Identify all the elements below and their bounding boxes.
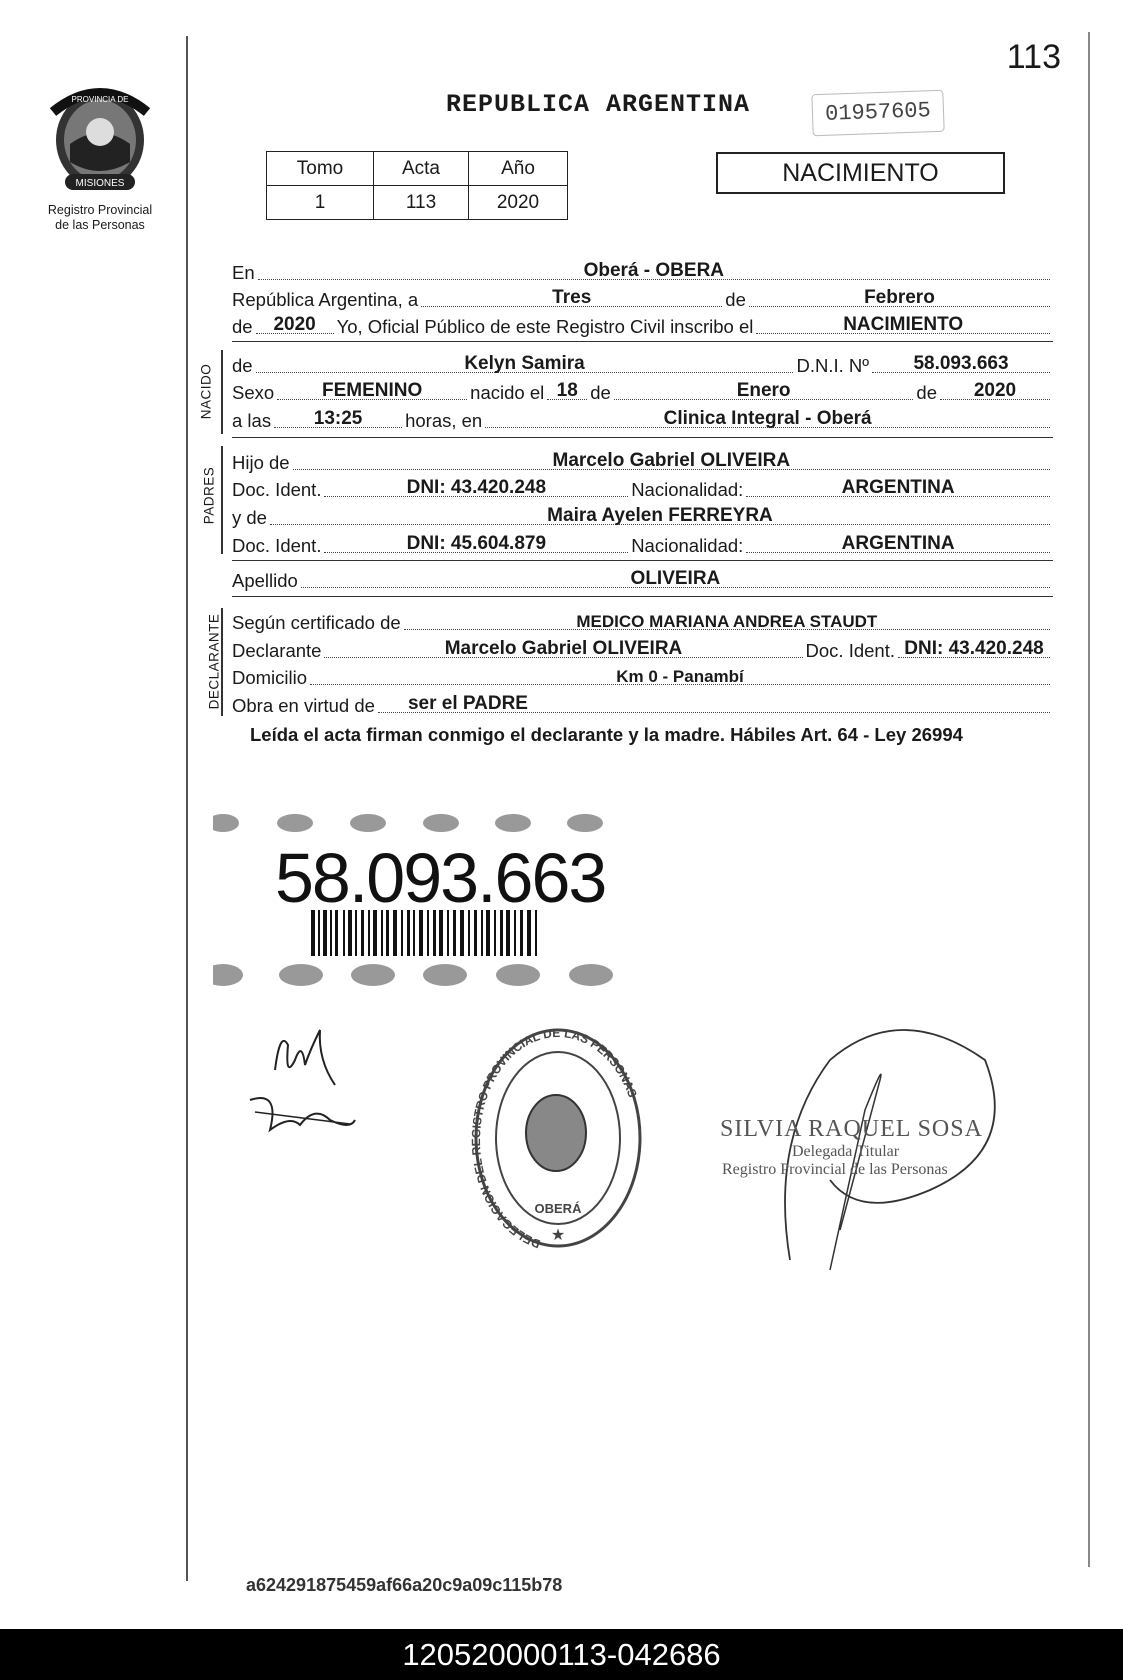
- svg-text:OBERÁ: OBERÁ: [534, 1201, 582, 1216]
- separator: [232, 341, 1053, 342]
- en-value: Oberá - OBERA: [583, 260, 725, 281]
- birth-month: Enero: [736, 380, 791, 401]
- svg-text:DELEGACION DEL REGISTRO PROVIN: DELEGACION DEL REGISTRO PROVINCIAL DE LAS PERSONAS: [468, 1025, 640, 1252]
- de-label: de: [725, 289, 746, 310]
- republica-label: República Argentina, a: [232, 289, 419, 310]
- father-doc: DNI: 43.420.248: [406, 477, 547, 498]
- star-icon: ★: [550, 1227, 566, 1244]
- signature-icon: [240, 1020, 370, 1150]
- sexo-value: FEMENINO: [322, 380, 423, 401]
- declarante-doc: DNI: 43.420.248: [904, 638, 1044, 659]
- acta-header: Acta: [374, 152, 469, 186]
- registrar-block: [720, 1116, 983, 1179]
- apellido-label: Apellido: [232, 570, 298, 591]
- row-en: [232, 262, 1053, 284]
- birth-time: 13:25: [313, 408, 363, 429]
- de-birthyear-label: de: [916, 382, 937, 403]
- anio-header: Año: [469, 152, 568, 186]
- mother-doc-label: Doc. Ident.: [232, 535, 322, 556]
- separator: [232, 596, 1053, 597]
- y-de-label: y de: [232, 507, 267, 528]
- row-hora: [232, 410, 1053, 432]
- row-domicilio: [232, 667, 1053, 689]
- document-hash: a624291875459af66a20c9a09c115b78: [246, 1575, 563, 1595]
- de-name-label: de: [232, 355, 253, 376]
- mother-name: Maira Ayelen FERREYRA: [547, 505, 773, 526]
- en-label: En: [232, 262, 255, 283]
- row-hijo-de: [232, 452, 1053, 474]
- horas-label: horas, en: [405, 410, 483, 431]
- sexo-label: Sexo: [232, 382, 275, 403]
- domicilio-label: Domicilio: [232, 667, 308, 688]
- registrar-role: Delegada Titular: [792, 1143, 900, 1160]
- registrar-name: SILVIA RAQUEL SOSA: [720, 1116, 983, 1142]
- day-value: Tres: [552, 287, 592, 308]
- right-margin-line: [1088, 32, 1090, 1567]
- registry-logo: [40, 82, 160, 233]
- birth-place: Clinica Integral - Oberá: [663, 408, 872, 429]
- closing-text: Leída el acta firman conmigo el declarante y la madre. Hábiles Art. 64 - Ley 26994: [250, 724, 963, 745]
- record-table: [266, 151, 568, 220]
- misiones-seal-icon: [45, 82, 155, 194]
- tomo-header: Tomo: [267, 152, 374, 186]
- row-inscribo: [232, 316, 1053, 338]
- nacido-el-label: nacido el: [470, 382, 545, 403]
- declarante-doc-label: Doc. Ident.: [805, 640, 895, 661]
- father-doc-label: Doc. Ident.: [232, 479, 322, 500]
- record-type: NACIMIENTO: [716, 152, 1005, 194]
- obra-label: Obra en virtud de: [232, 695, 375, 716]
- separator: [232, 560, 1053, 561]
- declarante-label: DECLARANTE: [206, 613, 222, 710]
- row-certificado: [232, 612, 1053, 634]
- dni-sticker-number: 58.093.663: [275, 839, 606, 917]
- father-nationality-label: Nacionalidad:: [631, 479, 744, 500]
- month-value: Febrero: [864, 287, 935, 308]
- certificado-value: MEDICO MARIANA ANDREA STAUDT: [576, 612, 878, 631]
- birth-year: 2020: [973, 380, 1017, 401]
- document-title: REPUBLICA ARGENTINA: [446, 90, 751, 119]
- page-number: 113: [1006, 38, 1061, 76]
- child-dni: 58.093.663: [913, 353, 1009, 374]
- tomo-value: 1: [267, 186, 374, 220]
- mother-nationality-label: Nacionalidad:: [631, 535, 744, 556]
- logo-caption-line2: de las Personas: [55, 218, 145, 232]
- nacido-label: NACIDO: [198, 363, 214, 420]
- logo-caption-line1: Registro Provincial: [47, 203, 153, 217]
- padres-label: PADRES: [201, 466, 217, 525]
- official-stamp: [468, 1018, 648, 1258]
- year-value: 2020: [273, 314, 316, 335]
- certificado-label: Según certificado de: [232, 612, 401, 633]
- declarante-name-label: Declarante: [232, 640, 322, 661]
- serial-stamp: 01957605: [811, 90, 944, 137]
- nacido-bar: [221, 350, 223, 434]
- anio-value: 2020: [469, 186, 568, 220]
- apellido-value: OLIVEIRA: [630, 568, 721, 589]
- row-father-doc: [232, 479, 1053, 501]
- declarante-name: Marcelo Gabriel OLIVEIRA: [444, 638, 683, 659]
- row-sexo: [232, 382, 1053, 404]
- row-mother-doc: [232, 535, 1053, 557]
- child-name: Kelyn Samira: [464, 353, 585, 374]
- de-month-label: de: [590, 382, 611, 403]
- acta-value: 113: [374, 186, 469, 220]
- footer-code: 120520000113-042686: [0, 1629, 1123, 1680]
- dni-label: D.N.I. Nº: [796, 355, 869, 376]
- left-margin-line: [186, 36, 188, 1581]
- row-obra: [232, 695, 1053, 717]
- father-name: Marcelo Gabriel OLIVEIRA: [552, 450, 791, 471]
- domicilio-value: Km 0 - Panambí: [616, 667, 744, 686]
- inscribo-value: NACIMIENTO: [843, 314, 964, 335]
- row-y-de: [232, 507, 1053, 529]
- registrar-org: Registro Provincial de las Personas: [722, 1161, 948, 1178]
- de-year-label: de: [232, 316, 253, 337]
- mother-doc: DNI: 45.604.879: [406, 533, 547, 554]
- hijo-de-label: Hijo de: [232, 452, 290, 473]
- row-nacido-name: [232, 355, 1053, 377]
- row-republica: [232, 289, 1053, 311]
- birth-day: 18: [556, 380, 578, 401]
- padres-bar: [221, 446, 223, 554]
- inscribo-text: Yo, Oficial Público de este Registro Civil inscribo el: [336, 316, 754, 337]
- mother-nationality: ARGENTINA: [841, 533, 955, 554]
- svg-text:MISIONES: MISIONES: [75, 178, 125, 189]
- father-nationality: ARGENTINA: [841, 477, 955, 498]
- stamp-seal-icon: [526, 1095, 586, 1171]
- obra-value: ser el PADRE: [407, 693, 528, 714]
- svg-text:PROVINCIA DE: PROVINCIA DE: [71, 95, 129, 104]
- row-declarante: [232, 640, 1053, 662]
- separator: [232, 437, 1053, 438]
- row-apellido: [232, 570, 1053, 592]
- a-las-label: a las: [232, 410, 272, 431]
